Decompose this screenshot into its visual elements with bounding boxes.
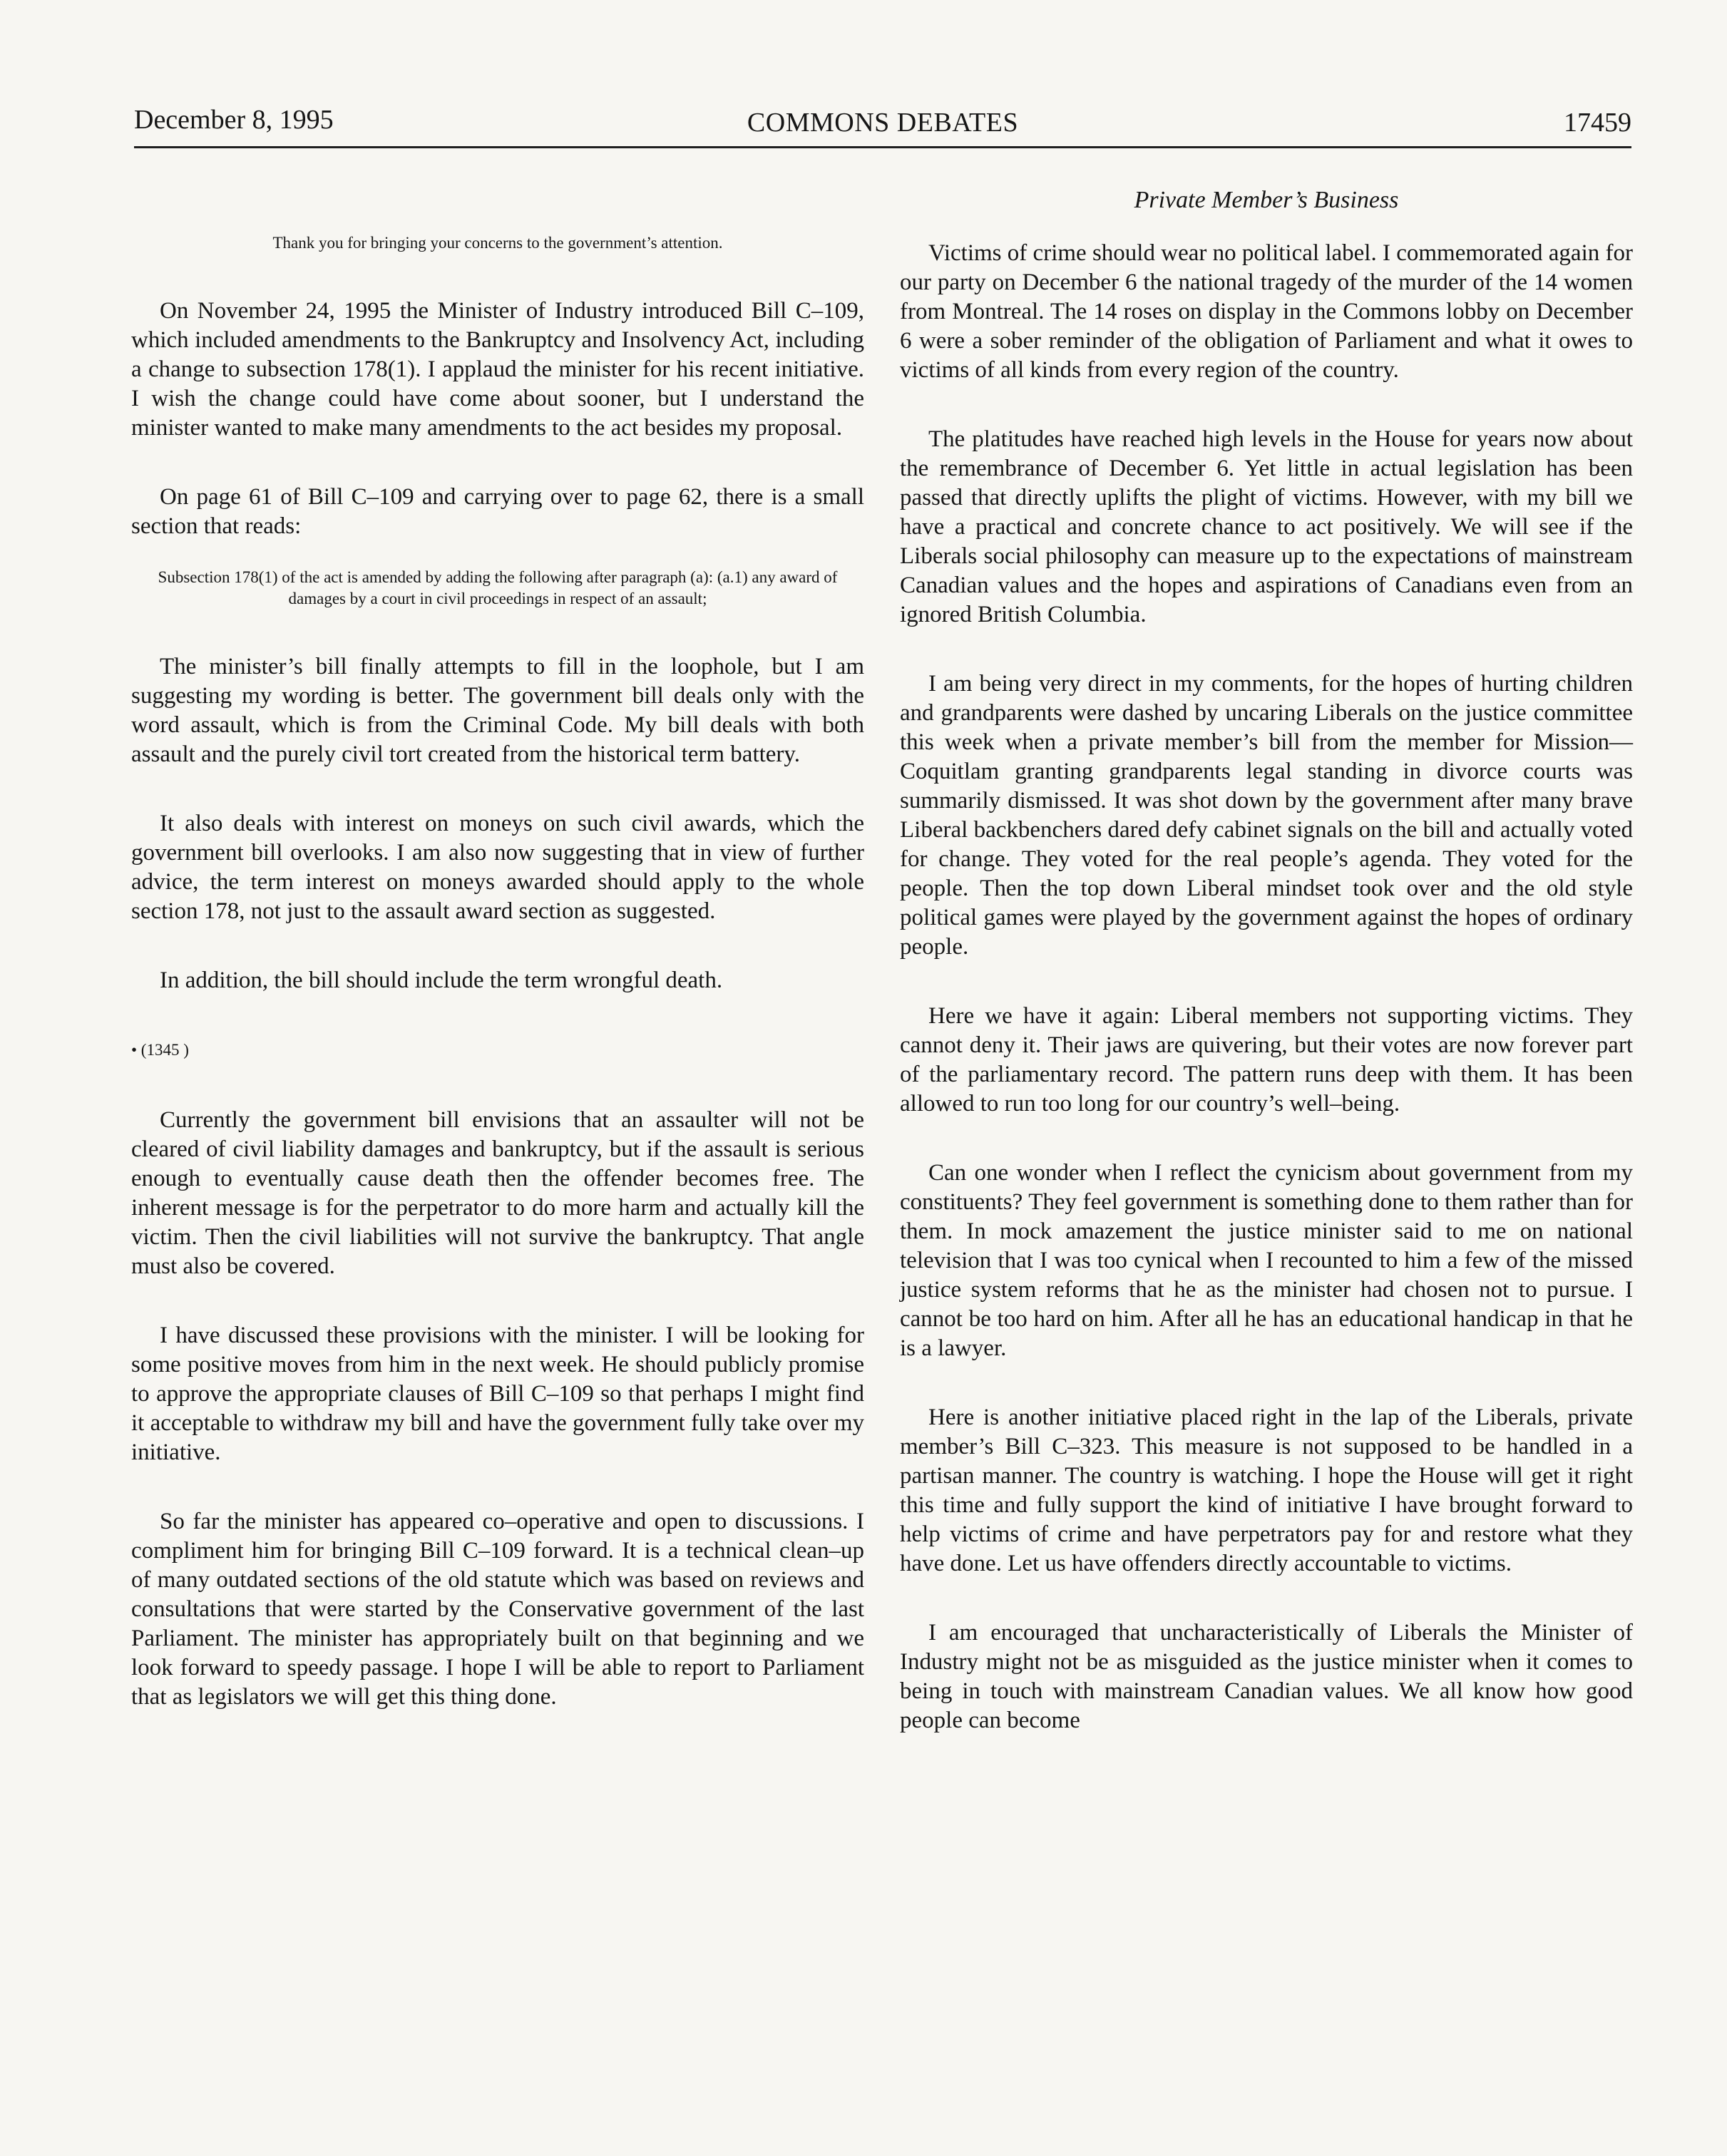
paragraph: In addition, the bill should include the term wrongful death. xyxy=(160,967,723,993)
paragraph: The minister’s bill finally attempts to fill in the loophole, but I am suggesting my wording is better. The government bill deals only with the word assault, which is from the Criminal Code. My bill deals with both assault and the purely civil tort created from the historical term battery. xyxy=(131,654,864,767)
left-column xyxy=(131,178,864,1712)
header-date: December 8, 1995 xyxy=(134,105,334,135)
time-marker: • (1345 ) xyxy=(131,1041,189,1059)
paragraph: So far the minister has appeared co–operative and open to discussions. I compliment him for bringing Bill C–109 forward. It is a technical clean–up of many outdated sections of the old statute which was based on reviews and consultations that were started by the Conservative government of the last Parliament. The minister has appropriately built on that beginning and we look forward to speedy passage. I hope I will be able to report to Parliament that as legislators we will get this thing done. xyxy=(131,1509,864,1710)
paragraph: Here we have it again: Liberal members not supporting victims. They cannot deny it. Their jaws are quivering, but their votes are now forever part of the parliamentary record. The pattern runs deep with them. It has been allowed to run too long for our country’s well–being. xyxy=(900,1003,1633,1116)
paragraph: Can one wonder when I reflect the cynicism about government from my constituents? They feel government is something done to them rather than for them. In mock amazement the justice minister said to me on national television that I was too cynical when I recounted to him a few of the missed justice system reforms that he as the minister had chosen not to pursue. I cannot be too hard on him. After all he has an educational handicap in that he is a lawyer. xyxy=(900,1160,1633,1361)
bill-quote: Subsection 178(1) of the act is amended by adding the following after paragraph (a): (a.1) any award of damages by a court in civil proceedings in respect of an assault; xyxy=(158,568,838,607)
paragraph: Currently the government bill envisions that an assaulter will not be cleared of civil liability damages and bankruptcy, but if the assault is serious enough to eventually cause death then the offender becomes free. The inherent message is for the perpetrator to do more harm and actually kill the victim. Then the civil liabilities will not survive the bankruptcy. That angle must also be covered. xyxy=(131,1107,864,1279)
paragraph: On November 24, 1995 the Minister of Industry introduced Bill C–109, which included amendments to the Bankruptcy and Insolvency Act, including a change to subsection 178(1). I applaud the minister for his recent initiative. I wish the change could have come about sooner, but I understand the minister wanted to make many amendments to the act besides my proposal. xyxy=(131,298,864,441)
paragraph: I am being very direct in my comments, for the hopes of hurting children and grandparents were dashed by uncaring Liberals on the justice committee this week when a private member’s bill from the member for Mission—Coquitlam granting grandparents legal standing in divorce courts was summarily dismissed. It was shot down by the government after many brave Liberal backbenchers dared defy cabinet signals on the bill and actually voted for change. They voted for the real people’s agenda. They voted for the people. Then the top down Liberal mindset took over and the old style political games were played by the government against the hopes of ordinary people. xyxy=(900,671,1633,960)
header-title: COMMONS DEBATES xyxy=(747,108,1019,138)
paragraph: The platitudes have reached high levels in the House for years now about the remembrance of December 6. Yet little in actual legislation has been passed that directly uplifts the plight of victims. However, with my bill we have a practical and concrete chance to act positively. We will see if the Liberals social philosophy can measure up to the expectations of mainstream Canadian values and the hopes and aspirations of Canadians even from an ignored British Columbia. xyxy=(900,426,1633,627)
paragraph: It also deals with interest on moneys on such civil awards, which the government bill overlooks. I am also now suggesting that in view of further advice, the term interest on moneys awarded should apply to the whole section 178, not just to the assault award section as suggested. xyxy=(131,811,864,924)
right-column xyxy=(900,178,1633,1735)
header-rule xyxy=(134,146,1631,148)
section-heading: Private Member’s Business xyxy=(1134,187,1399,213)
paragraph: I have discussed these provisions with the minister. I will be looking for some positive moves from him in the next week. He should publicly promise to approve the appropriate clauses of Bill C–109 so that perhaps I might find it acceptable to withdraw my bill and have the government fully take over my initiative. xyxy=(131,1323,864,1465)
thanks-line: Thank you for bringing your concerns to the government’s attention. xyxy=(272,234,723,252)
page-header xyxy=(134,104,1631,147)
paragraph: Victims of crime should wear no political label. I commemorated again for our party on December 6 the national tragedy of the murder of the 14 women from Montreal. The 14 roses on display in the Commons lobby on December 6 were a sober reminder of the obligation of Parliament and what it owes to victims of all kinds from every region of the country. xyxy=(900,240,1633,383)
paragraph: I am encouraged that uncharacteristically of Liberals the Minister of Industry might not be as misguided as the justice minister when it comes to being in touch with mainstream Canadian values. We all know how good people can become xyxy=(900,1620,1633,1733)
header-page-number: 17459 xyxy=(1564,108,1631,138)
paragraph: Here is another initiative placed right in the lap of the Liberals, private member’s Bill C–323. This measure is not supposed to be handled in a partisan manner. The country is watching. I hope the House will get it right this time and fully support the kind of initiative I have brought forward to help victims of crime and have perpetrators pay for and restore what they have done. Let us have offenders directly accountable to victims. xyxy=(900,1405,1633,1576)
paragraph: On page 61 of Bill C–109 and carrying over to page 62, there is a small section that reads: xyxy=(131,484,864,539)
